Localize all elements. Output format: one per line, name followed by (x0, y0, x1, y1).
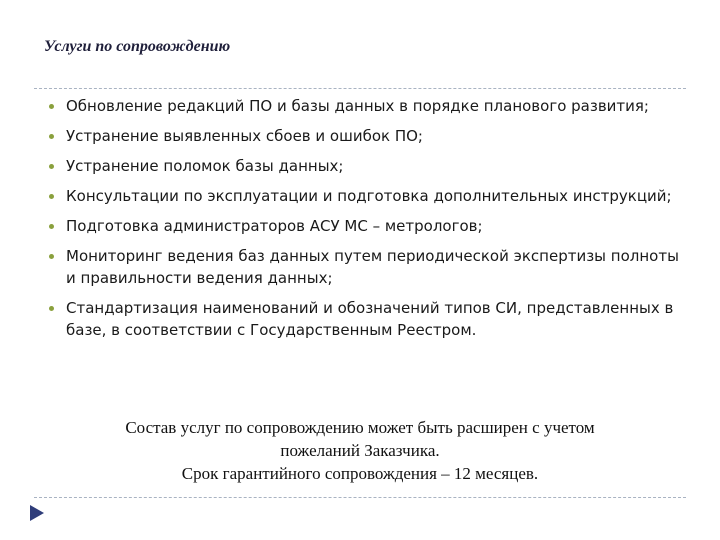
list-item-text: Устранение поломок базы данных; (66, 157, 344, 175)
slide-title: Услуги по сопровождению (44, 38, 231, 55)
list-item (46, 185, 686, 207)
list-item-text: Мониторинг ведения баз данных путем периодической экспертизы полноты и правильности ведения данных; (66, 247, 679, 287)
list-item (46, 95, 686, 117)
list-item-text: Консультации по эксплуатации и подготовка дополнительных инструкций; (66, 187, 672, 205)
bullet-dot-icon (49, 134, 54, 139)
triangle-play-icon[interactable] (30, 505, 44, 521)
list-item-text: Подготовка администраторов АСУ МС – метрологов; (66, 217, 483, 235)
bullet-dot-icon (49, 164, 54, 169)
closing-line: пожеланий Заказчика. (280, 441, 440, 460)
bullet-dot-icon (49, 306, 54, 311)
list-item (46, 215, 686, 237)
list-item (46, 125, 686, 147)
bottom-divider (34, 497, 686, 498)
list-item (46, 155, 686, 177)
list-item (46, 245, 686, 289)
bullet-dot-icon (49, 104, 54, 109)
top-divider (34, 88, 686, 89)
bullet-dot-icon (49, 254, 54, 259)
closing-note (40, 416, 680, 485)
bullet-dot-icon (49, 224, 54, 229)
bullet-dot-icon (49, 194, 54, 199)
list-item-text: Обновление редакций ПО и базы данных в порядке планового развития; (66, 97, 649, 115)
list-item (46, 297, 686, 341)
list-item-text: Устранение выявленных сбоев и ошибок ПО; (66, 127, 423, 145)
list-item-text: Стандартизация наименований и обозначений типов СИ, представленных в базе, в соответствии с Государственным Реестром. (66, 299, 674, 339)
bullet-list (46, 95, 686, 349)
closing-line: Срок гарантийного сопровождения – 12 месяцев. (181, 464, 539, 483)
closing-line: Состав услуг по сопровождению может быть расширен с учетом (125, 418, 595, 437)
